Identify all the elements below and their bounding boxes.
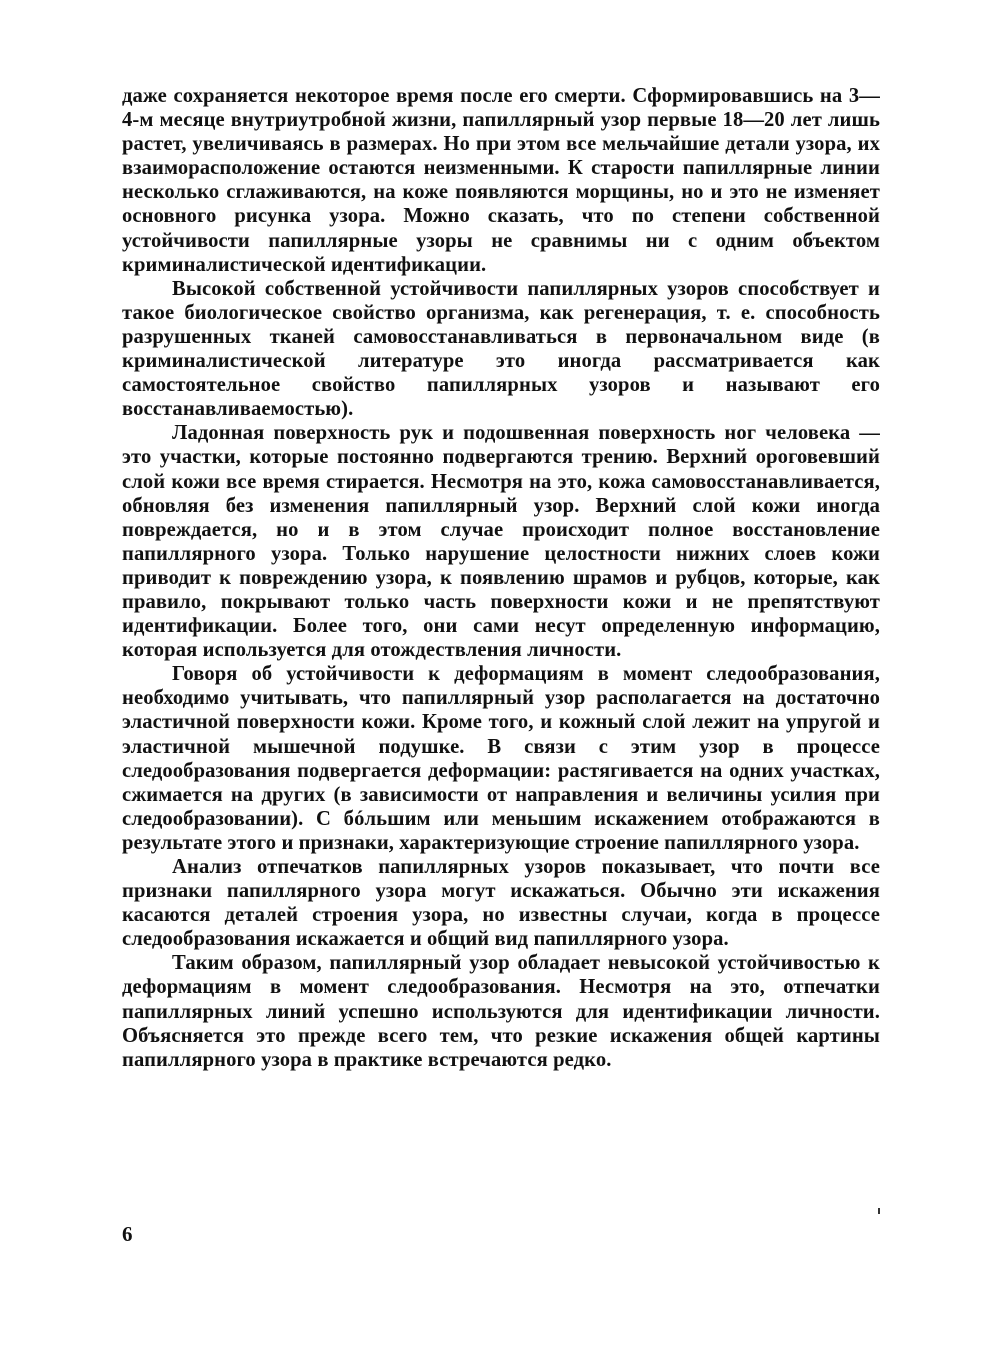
paragraph-2: [122, 277, 880, 422]
paragraph-5: [122, 855, 880, 951]
emphasis-term: устойчивости к деформациям: [286, 663, 584, 686]
paragraph-6: [122, 951, 880, 1071]
body-text: [122, 84, 880, 1072]
paragraph-4-text-start: Говоря об: [172, 663, 287, 686]
paragraph-2-text: Высокой собственной устойчивости папиллярных узоров способствует и такое биологическое свойство организма, как регенерация, т. е. способность разрушенных тканей самовосстанавливаться в первоначальном виде (в криминалистической литературе это иногда рассматривается как самостоятельное свойство папиллярных узоров и называют его восстанавливаемостью).: [122, 277, 880, 421]
paragraph-3-text: Ладонная поверхность рук и подошвенная поверхность ног человека — это участки, которые постоянно подвергаются трению. Верхний ороговевший слой кожи все время стирается. Несмотря на это, кожа самовосстанавливается, обновляя без изменения папиллярный узор. Верхний слой кожи иногда повреждается, но и в этом случае происходит полное восстановление папиллярного узора. Только нарушение целостности нижних слоев кожи приводит к повреждению узора, к появлению шрамов и рубцов, которые, как правило, покрывают только часть поверхности кожи и не препятствуют идентификации. Более того, они сами несут определенную информацию, которая используется для отождествления личности.: [122, 422, 880, 662]
paragraph-4-text-end: в момент следообразования, необходимо учитывать, что папиллярный узор располагается на достаточно эластичной поверхности кожи. Кроме того, и кожный слой лежит на упругой и эластичной мышечной подушке. В связи с этим узор в процессе следообразования подвергается деформации: растягивается на одних участках, сжимается на других (в зависимости от направления и величины усилия при следообразовании). С бóльшим или меньшим искажением отображаются в результате этого и признаки, характеризующие строение папиллярного узора.: [122, 663, 880, 854]
paragraph-5-text: Анализ отпечатков папиллярных узоров показывает, что почти все признаки папиллярного узора могут искажаться. Обычно эти искажения касаются деталей строения узора, но известны случаи, когда в процессе следообразования искажается и общий вид папиллярного узора.: [122, 856, 880, 951]
page-number: 6: [122, 1222, 133, 1246]
paragraph-1: [122, 84, 880, 277]
print-speck: [878, 1208, 880, 1214]
paragraph-4: [122, 662, 880, 855]
paragraph-6-text: Таким образом, папиллярный узор обладает невысокой устойчивостью к деформациям в момент следообразования. Несмотря на это, отпечатки папиллярных линий успешно используются для идентификации личности. Объясняется это прежде всего тем, что резкие искажения общей картины папиллярного узора в практике встречаются редко.: [122, 952, 880, 1071]
paragraph-3: [122, 421, 880, 662]
paragraph-1-text: даже сохраняется некоторое время после его смерти. Сформировавшись на 3—4-м месяце внутриутробной жизни, папиллярный узор первые 18—20 лет лишь растет, увеличиваясь в размерах. Но при этом все мельчайшие детали узора, их взаиморасположение остаются неизменными. К старости папиллярные линии несколько сглаживаются, на коже появляются морщины, но и это не изменяет основного рисунка узора. Можно сказать, что по степени собственной устойчивости папиллярные узоры не сравнимы ни с одним объектом криминалистической идентификации.: [122, 85, 880, 276]
